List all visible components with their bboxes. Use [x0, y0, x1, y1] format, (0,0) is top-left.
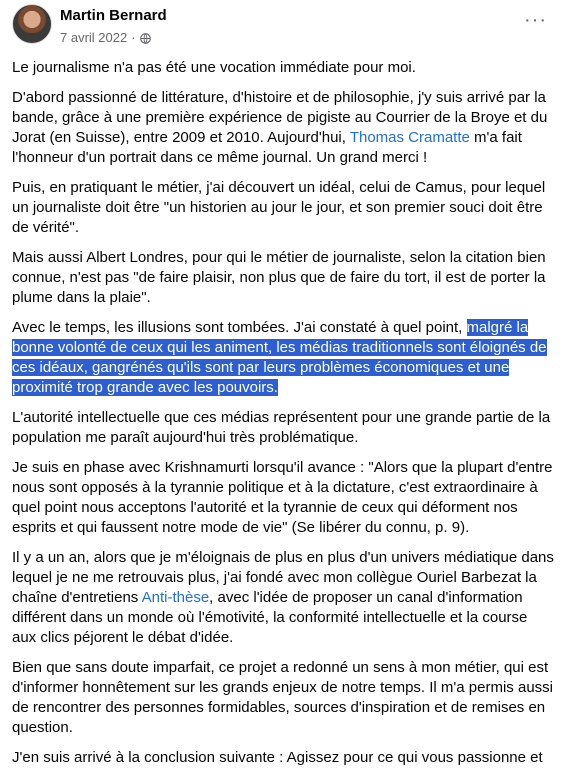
paragraph — [12, 88, 555, 168]
post-meta — [60, 30, 151, 45]
paragraph-text: Avec le temps, les illusions sont tombées. J'ai constaté à quel point, — [12, 319, 467, 336]
paragraph-text: , avec l'idée de proposer un canal d'information différent dans un monde où l'émotivité, la conformité intellectuelle et la course aux clics péjorent le débat d'idée. — [12, 589, 528, 646]
more-options-icon[interactable]: ··· — [524, 9, 547, 31]
paragraph — [12, 318, 555, 398]
paragraph-text: D'abord passionné de littérature, d'histoire et de philosophie, j'y suis arrivé par la bande, grâce à une première expérience de pigiste au Courrier de la Broye et du Jorat (en Suisse), entre 2009 et 2010. Aujourd'hui, — [12, 89, 548, 146]
paragraph: J'en suis arrivé à la conclusion suivante : Agissez pour ce qui vous passionne et — [12, 749, 543, 766]
author-name[interactable]: Martin Bernard — [60, 7, 167, 24]
paragraph: Le journalisme n'a pas été une vocation immédiate pour moi. — [12, 59, 416, 76]
meta-separator: · — [131, 30, 136, 45]
post-date[interactable]: 7 avril 2022 — [60, 30, 128, 45]
post-body — [12, 58, 555, 768]
paragraph-text: m'a fait l'honneur d'un portrait dans ce même journal. Un grand merci ! — [12, 129, 522, 166]
paragraph: Je suis en phase avec Krishnamurti lorsqu'il avance : "Alors que la plupart d'entre nous sont opposés à la tyrannie politique et à la dictature, c'est extraordinaire à quel point nous acceptons l'autorité et la tyrannie de ceux qui déforment nos esprits et qui faussent notre mode de vie" (Se libérer du connu, p. 9). — [12, 459, 553, 536]
author-avatar[interactable] — [12, 4, 52, 44]
paragraph — [12, 548, 555, 648]
mention-link-thomas-cramatte[interactable]: Thomas Cramatte — [349, 129, 470, 146]
selected-text: malgré la bonne volonté de ceux qui les animent, les médias traditionnels sont éloignés de ces idéaux, gangrénés qu'ils sont par leurs problèmes économiques et une proximité trop grande avec les pouvoirs. — [12, 319, 547, 396]
paragraph-text: Il y a un an, alors que je m'éloignais de plus en plus d'un univers médiatique dans lequel je ne me retrouvais plus, j'ai fondé avec mon collègue Ouriel Barbezat la chaîne d'entretiens — [12, 549, 554, 606]
paragraph: Mais aussi Albert Londres, pour qui le métier de journaliste, selon la citation bien connue, n'est pas "de faire plaisir, non plus que de faire du tort, il est de porter la plume dans la plaie". — [12, 249, 546, 306]
globe-icon — [140, 32, 151, 43]
paragraph: L'autorité intellectuelle que ces médias représentent pour une grande partie de la population me paraît aujourd'hui très problématique. — [12, 409, 551, 446]
page-link-anti-these[interactable]: Anti-thèse — [141, 589, 210, 606]
paragraph: Bien que sans doute imparfait, ce projet a redonné un sens à mon métier, qui est d'informer honnêtement sur les grands enjeux de notre temps. Il m'a permis aussi de rencontrer des personnes formidables, sources d'inspiration et de remises en question. — [12, 659, 553, 736]
post-header — [12, 0, 555, 58]
paragraph: Puis, en pratiquant le métier, j'ai découvert un idéal, celui de Camus, pour lequel un journaliste doit être "un historien au jour le jour, et son premier souci doit être de vérité". — [12, 179, 546, 236]
